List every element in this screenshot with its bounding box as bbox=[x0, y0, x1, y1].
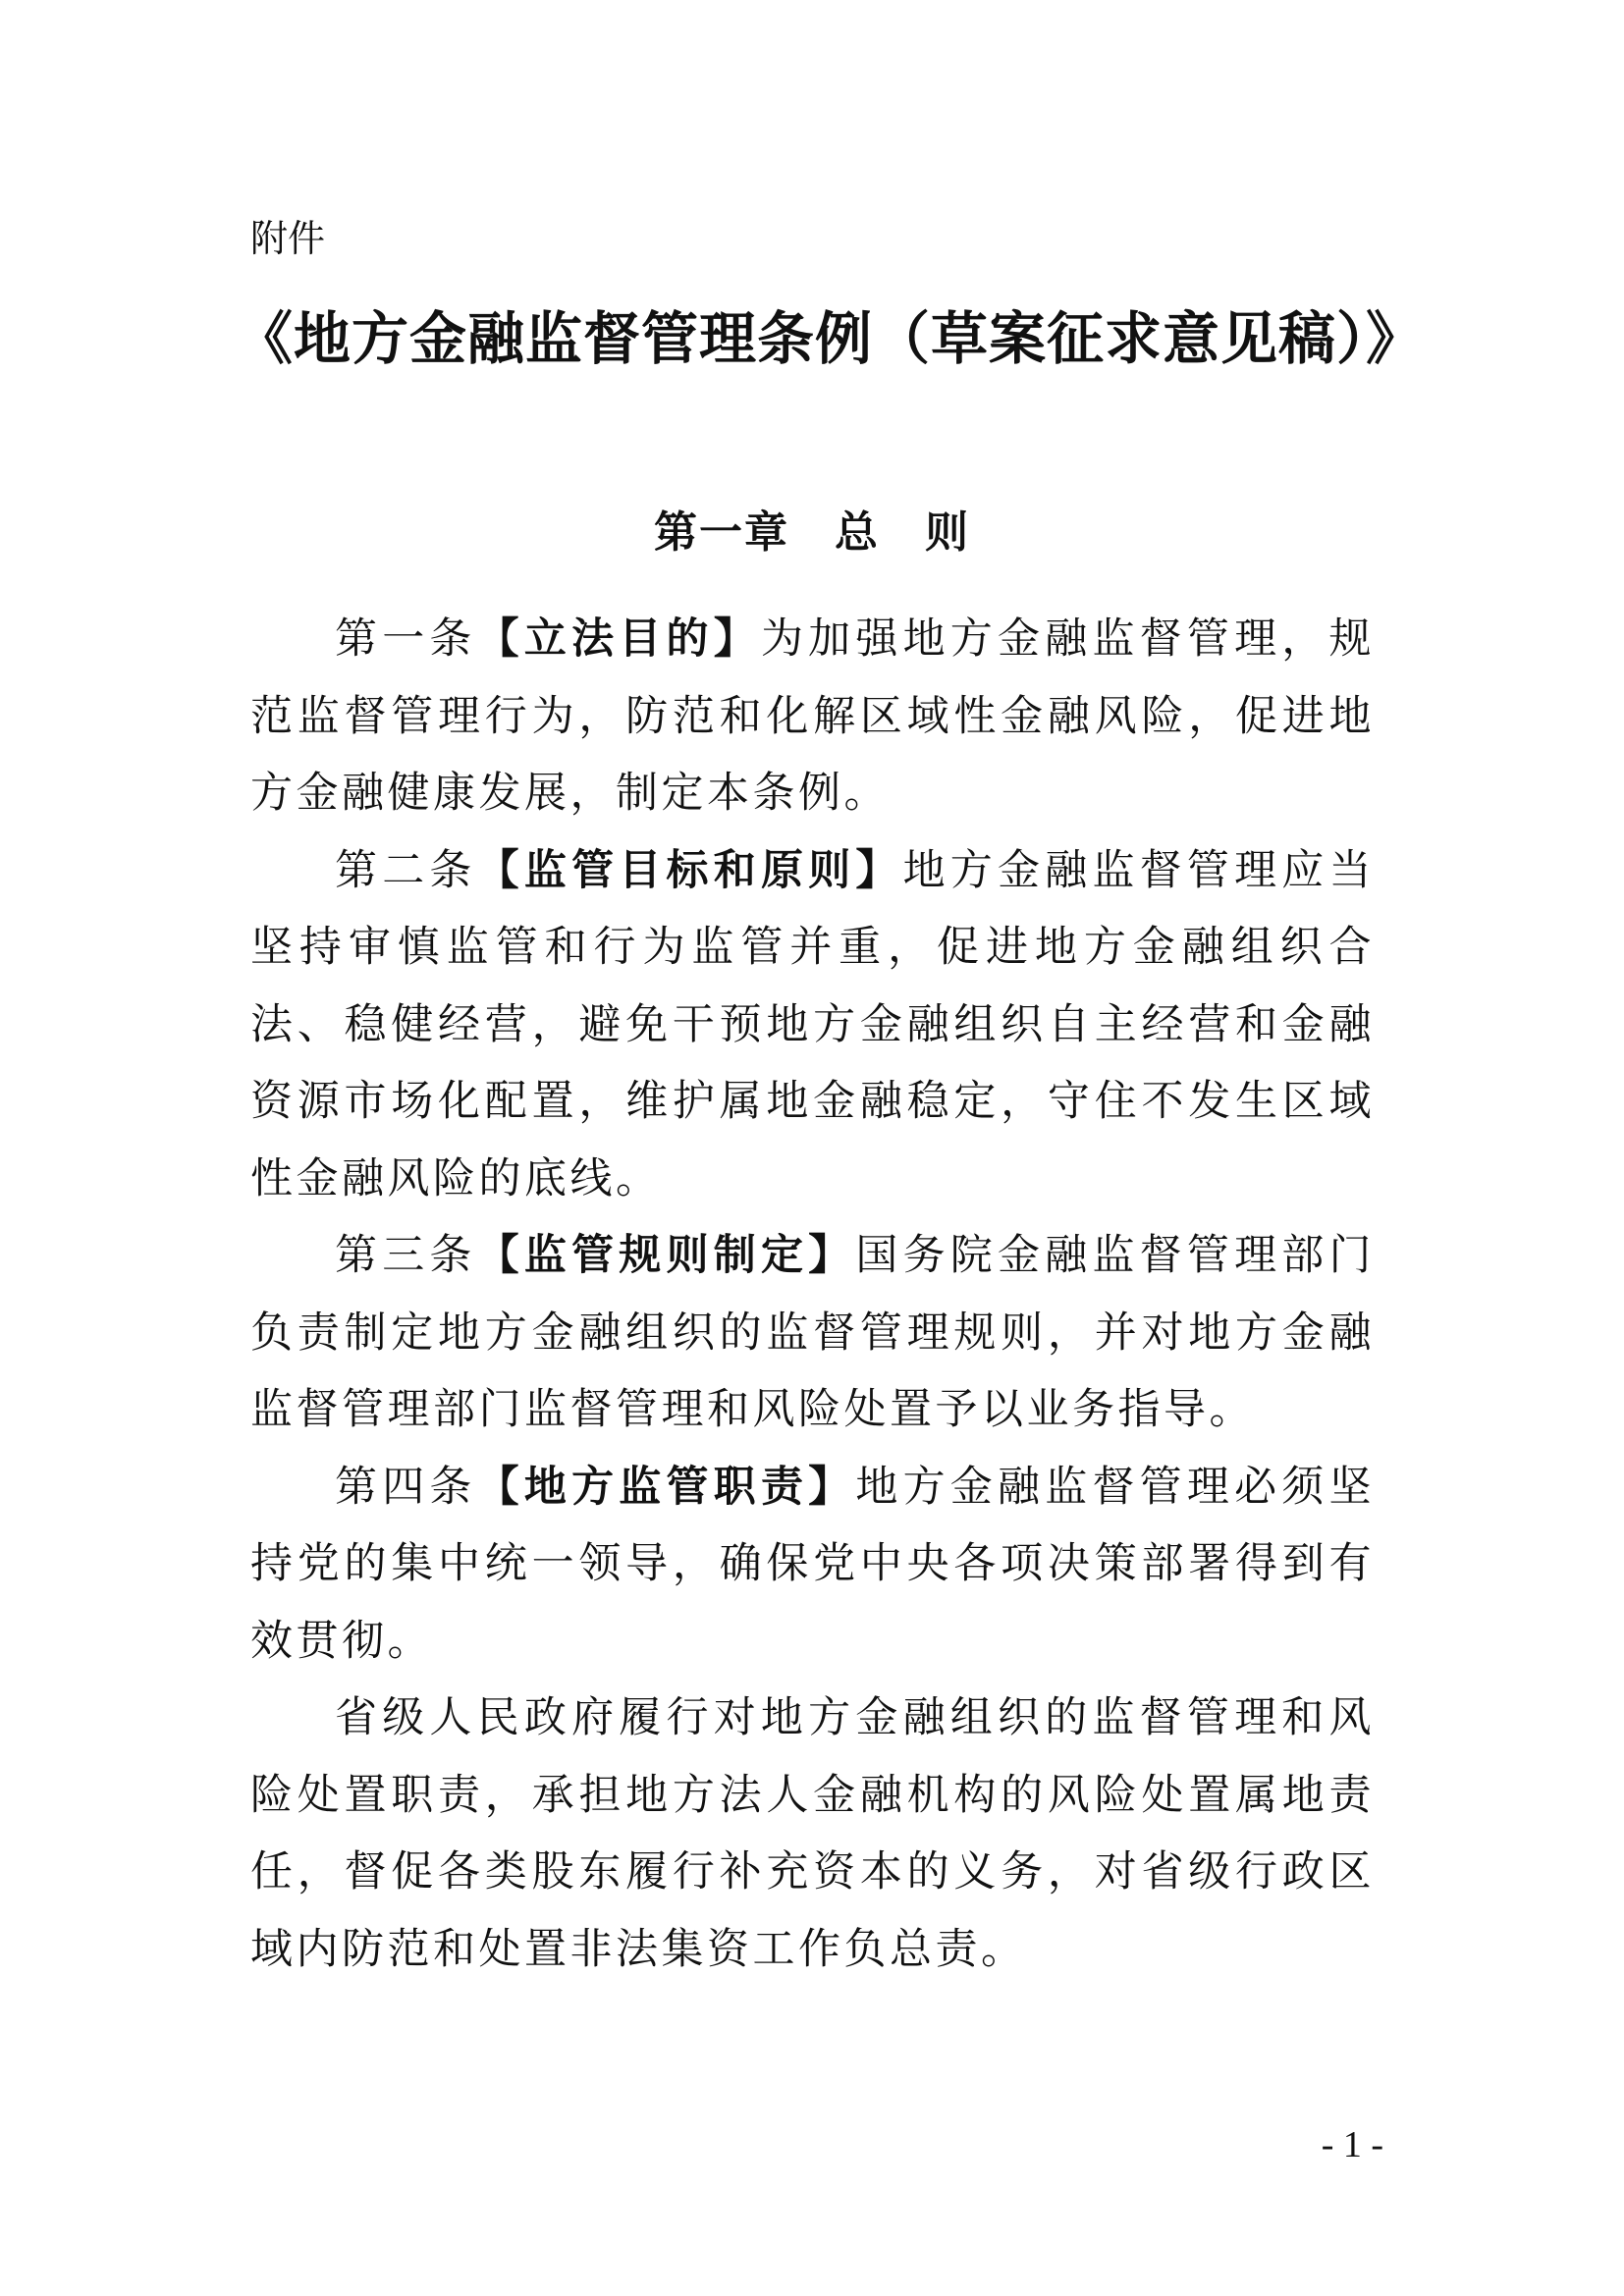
article-text: 为加强地方金融监督管理，规范监督管理行为，防范和化解区域性金融风险，促进地方金融健康发展，制定本条例。 bbox=[250, 614, 1376, 818]
document-title: 《地方金融监督管理条例（草案征求意见稿）》 bbox=[236, 305, 1425, 372]
article-number: 第三条 bbox=[335, 1231, 477, 1280]
article-number: 第二条 bbox=[335, 845, 477, 895]
article-4-paragraph-2: 省级人民政府履行对地方金融组织的监督管理和风险处置职责，承担地方法人金融机构的风险处置属地责任，督促各类股东履行补充资本的义务，对省级行政区域内防范和处置非法集资工作负总责。 bbox=[250, 1693, 1375, 1974]
article-text: 地方金融监督管理必须坚持党的集中统一领导，确保党中央各项决策部署得到有效贯彻。 bbox=[250, 1462, 1376, 1666]
article-1 bbox=[250, 601, 1375, 832]
article-4 bbox=[250, 1449, 1375, 1681]
article-text: 地方金融监督管理应当坚持审慎监管和行为监管并重，促进地方金融组织合法、稳健经营，避免干预地方金融组织自主经营和金融资源市场化配置，维护属地金融稳定，守住不发生区域性金融风险的底线。 bbox=[250, 845, 1376, 1203]
page-number: - 1 - bbox=[1321, 2124, 1383, 2165]
article-heading: 【地方监管职责】 bbox=[476, 1462, 856, 1512]
article-heading: 【监管目标和原则】 bbox=[476, 845, 903, 895]
article-heading: 【立法目的】 bbox=[476, 614, 761, 664]
article-number: 第一条 bbox=[335, 614, 477, 664]
document-body bbox=[250, 601, 1375, 1988]
article-3 bbox=[250, 1217, 1375, 1449]
article-text: 国务院金融监督管理部门负责制定地方金融组织的监督管理规则，并对地方金融监督管理部门监督管理和风险处置予以业务指导。 bbox=[250, 1231, 1376, 1434]
article-heading: 【监管规则制定】 bbox=[476, 1231, 856, 1280]
article-number: 第四条 bbox=[335, 1462, 477, 1512]
attachment-label: 附件 bbox=[250, 217, 326, 260]
article-2 bbox=[250, 832, 1375, 1218]
chapter-title: 第一章 总 则 bbox=[654, 507, 970, 558]
